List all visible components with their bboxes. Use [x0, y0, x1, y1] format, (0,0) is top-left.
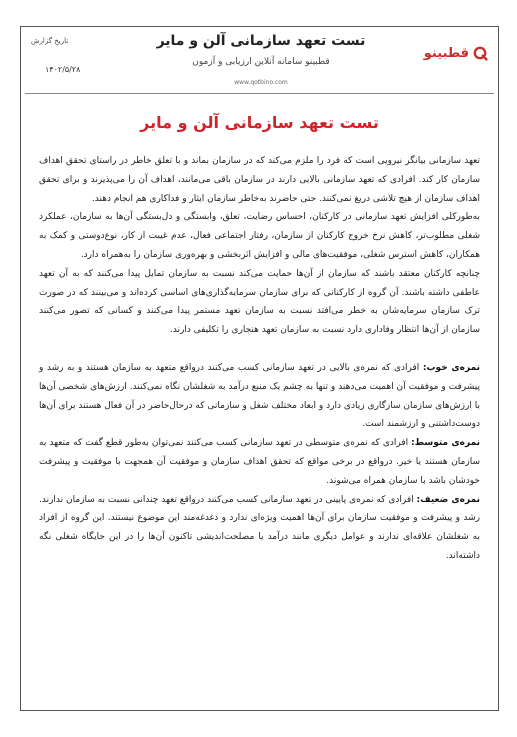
page-title: تست تعهد سازمانی آلن و مایر: [140, 113, 379, 132]
report-date: ۱۴۰۲/۵/۲۸: [45, 65, 81, 74]
score-weak-label: نمره‌ی ضعیف:: [416, 494, 480, 505]
brand-logo-text: قطبینو: [423, 45, 469, 61]
report-page: [20, 26, 499, 711]
types-paragraph: چنانچه کارکنان معتقد باشند که سازمان از آن‌ها حمایت می‌کند نسبت به سازمان تمایل پیدا می‌کنند که به آن تعهد عاطفی داشته باشند. آن گروه از کارکنانی که برای سازمان سرمایه‌گذاری‌های اساسی کرده‌اند و می‌بینند که در صورت ترک سازمان سرمایه‌شان به خطر می‌افتد نسبت به سازمان تعهد مستمر پیدا می‌کنند و کسانی که تصور می‌کنند سازمان از آن‌ها انتظار وفاداری دارد نسبت به سازمان تعهد هنجاری را تکلیفی دارند.: [39, 268, 480, 336]
report-body: [39, 152, 480, 566]
score-weak-text: افرادی که نمره‌ی پایینی در تعهد سازمانی کسب می‌کنند درواقع تعهد چندانی نسبت به سازمان ندارند. رشد و پیشرفت و موفقیت سازمان برای آن‌ها اهمیت ویژه‌ای ندارد و دغدغه‌مند این موضوع نیستند. این گروه از افراد به شغلشان علاقه‌ای ندارند و عوامل دیگری مانند درآمد یا مصلحت‌اندیشی تاکنون آن‌ها را در این جایگاه شغلی نگه داشته‌اند.: [39, 494, 480, 561]
score-good-label: نمره‌ی خوب:: [422, 362, 480, 373]
score-medium-text: افرادی که نمره‌ی متوسطی در تعهد سازمانی کسب می‌کنند نمی‌توان به‌طور قطع گفت که متعهد به سازمان هستند یا خیر. درواقع در برخی مواقع که تحقق اهداف سازمان و موفقیت آن همجهت با موفقیت و پیشرفت خودشان باشد با سازمان همراه می‌شوند.: [39, 438, 480, 486]
score-medium-paragraph: [39, 434, 480, 490]
header-divider: [25, 93, 494, 94]
header-url: www.qotbino.com: [234, 79, 288, 86]
header-subtitle: قطبینو سامانه آنلاین ارزیابی و آزمون: [192, 57, 330, 67]
score-good-text: افرادی که نمره‌ی بالایی در تعهد سازمانی کسب می‌کنند درواقع متعهد به سازمان هستند و به رشد و پیشرفت و موفقیت آن اهمیت می‌دهند و تنها به چشم یک منبع درآمد به شغلشان نگاه نمی‌کنند. ارزش‌های شخصی آن‌ها با ارزش‌های سازمان سازگاری زیادی دارد و ابعاد مختلف شغل و سازمانی که درحال‌حاضر در آن فعال هستند برای آن‌ها دوست‌داشتنی و ارزشمند است.: [39, 362, 480, 430]
section-spacer: [39, 340, 480, 359]
score-good-paragraph: [39, 359, 480, 434]
brand-logo: [424, 42, 488, 64]
effects-paragraph: به‌طورکلی افزایش تعهد سازمانی در کارکنان، احساس رضایت، تعلق، وابستگی و دل‌بستگی آن‌ها به سازمان، عملکرد شغلی مطلوب‌تر، کاهش نرخ خروج کارکنان از سازمان، رفتار اجتماعی فعال، عدم غیبت از کار، نوع‌دوستی و کمک به همکاران، کاهش استرس شغلی، موفقیت‌های مالی و افزایش اثربخشی و بهره‌وری سازمان را به‌همراه دارد.: [39, 212, 480, 260]
report-date-label: تاریخ گزارش: [31, 37, 69, 45]
score-weak-paragraph: [39, 491, 480, 566]
report-header: [21, 27, 498, 93]
intro-paragraph: تعهد سازمانی بیانگر نیرویی است که فرد را ملزم می‌کند که در سازمان بماند و با تعلق خاطر در راستای تحقق اهداف سازمان کار کند. افرادی که تعهد سازمانی بالایی دارند در سازمان باقی می‌مانند، اهداف آن را می‌پذیرند و برای تحقق اهداف سازمان از هیچ تلاشی دریغ نمی‌کنند. حتی حاضرند به‌خاطر سازمان ایثار و فداکاری هم انجام دهند.: [39, 156, 480, 204]
header-title: تست تعهد سازمانی آلن و مایر: [156, 33, 366, 49]
brand-logo-icon: [472, 45, 488, 61]
score-medium-label: نمره‌ی متوسط:: [411, 438, 480, 449]
